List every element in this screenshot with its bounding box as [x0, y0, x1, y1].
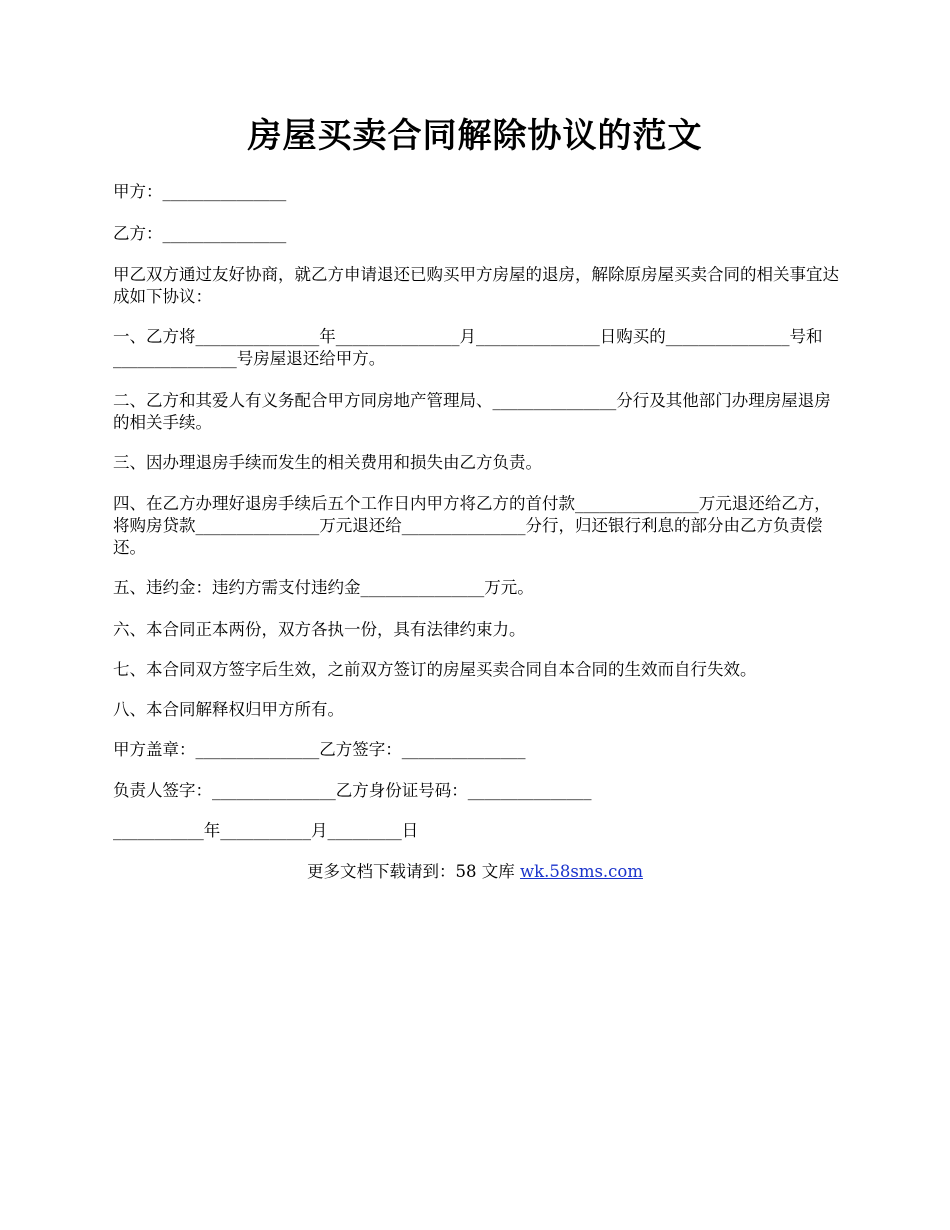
signature-line-2: 负责人签字：_______________乙方身份证号码：_______________ — [113, 781, 592, 800]
clause-4: 四、在乙方办理好退房手续后五个工作日内甲方将乙方的首付款_______________万元退还给乙方，将购房贷款_______________万元退还给_______________分行，归还银行利息的部分由乙方负责偿还。 — [113, 494, 831, 557]
date-line: ___________年___________月_________日 — [113, 821, 419, 840]
footer-link[interactable]: wk.58sms.com — [519, 862, 643, 881]
clause-3: 三、因办理退房手续而发生的相关费用和损失由乙方负责。 — [113, 453, 542, 472]
clause-7: 七、本合同双方签字后生效，之前双方签订的房屋买卖合同自本合同的生效而自行失效。 — [113, 660, 757, 679]
clause-8: 八、本合同解释权归甲方所有。 — [113, 700, 344, 719]
clause-1: 一、乙方将_______________年_______________月_______________日购买的_______________号和_______________号房屋退还给甲方。 — [113, 327, 823, 368]
clause-5: 五、违约金：违约方需支付违约金_______________万元。 — [113, 578, 534, 597]
party-a-line: 甲方：_______________ — [113, 182, 287, 201]
party-b-line: 乙方：_______________ — [113, 224, 287, 243]
clause-6: 六、本合同正本两份，双方各执一份，具有法律约束力。 — [113, 620, 526, 639]
footer — [0, 860, 950, 884]
intro-paragraph: 甲乙双方通过友好协商，就乙方申请退还已购买甲方房屋的退房，解除原房屋买卖合同的相关事宜达成如下协议： — [113, 265, 839, 306]
footer-prefix: 更多文档下载请到：58 文库 — [306, 862, 520, 881]
clause-2: 二、乙方和其爱人有义务配合甲方同房地产管理局、_______________分行及其他部门办理房屋退房的相关手续。 — [113, 391, 831, 432]
signature-line-1: 甲方盖章：_______________乙方签字：_______________ — [113, 740, 526, 759]
document-title: 房屋买卖合同解除协议的范文 — [247, 116, 703, 156]
